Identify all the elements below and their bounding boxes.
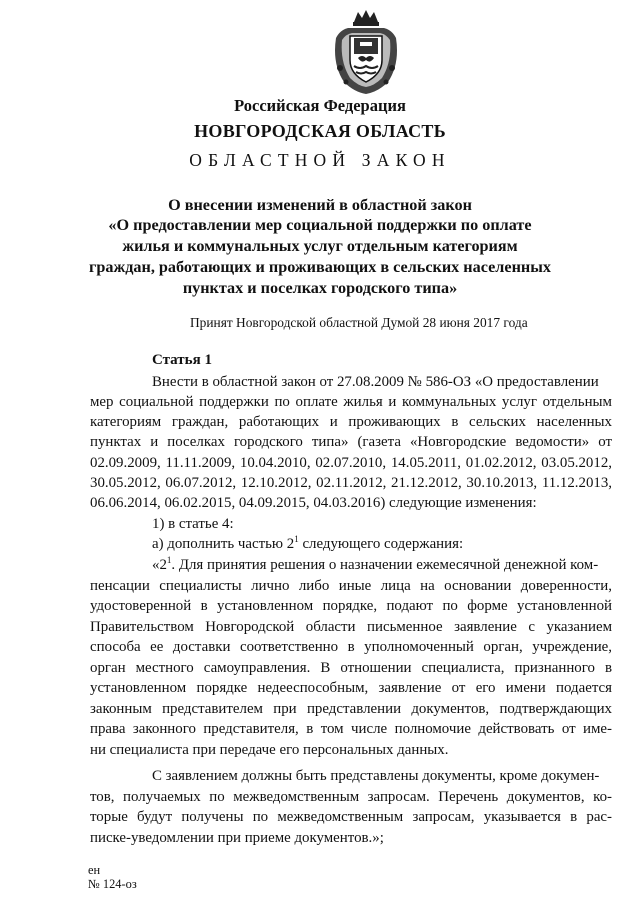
superscript: 1 xyxy=(294,534,299,545)
law-title-line: граждан, работающих и проживающих в сельских населенных xyxy=(89,258,551,276)
text-line: установленном порядке недееспособным, заявление от его имени подается xyxy=(90,680,612,696)
list-item: 1) в статье 4: xyxy=(152,516,234,532)
text-line: мер социальной поддержки по оплате жилья и коммунальных услуг отдельным xyxy=(90,394,612,410)
superscript: 1 xyxy=(166,555,172,566)
text-line: С заявлением должны быть представлены документы, кроме докумен- xyxy=(152,768,600,784)
law-title-line: пунктах и поселках городского типа» xyxy=(182,279,458,297)
coat-of-arms-emblem xyxy=(328,8,404,94)
text-line: способа ее доставки соответственно в уполномоченный орган, учреждение, xyxy=(90,639,612,655)
text-line: удостоверенной в установленном порядке, подают по форме установленной xyxy=(90,598,612,614)
list-item xyxy=(152,536,463,553)
text-line: права законного представителя, в том числе полномочие действовать от име- xyxy=(90,721,612,737)
law-title-line: «О предоставлении мер социальной поддержки по оплате xyxy=(108,216,532,234)
text-line: 02.09.2009, 11.11.2009, 10.04.2010, 02.07.2010, 14.05.2011, 01.02.2012, 03.05.2012, xyxy=(90,455,612,471)
text-line: Правительством Новгородской области письменное заявление с указанием xyxy=(90,619,612,635)
text-line: торые будут получены по межведомственным запросам, указывается в рас- xyxy=(90,809,612,825)
law-title-line: жилья и коммунальных услуг отдельным категориям xyxy=(122,237,518,255)
text-line: пенсации специалисты лично либо иные лица на основании доверенности, xyxy=(90,578,612,594)
quote-mark: «2 xyxy=(152,557,167,573)
region-name: НОВГОРОДСКАЯ ОБЛАСТЬ xyxy=(194,121,446,141)
quote-text: . Для принятия решения о назначении ежемесячной денежной ком- xyxy=(171,557,599,573)
quote-first-line xyxy=(152,557,598,574)
article-heading: Статья 1 xyxy=(152,352,212,368)
text-line: тов, получаемых по межведомственным запросам. Перечень документов, ко- xyxy=(90,789,612,805)
text-line: законным представителем при представлении документов, подтверждающих xyxy=(90,701,612,717)
adoption-note: Принят Новгородской областной Думой 28 июня 2017 года xyxy=(190,315,528,330)
text-line: орган местного самоуправления. В отношении специалиста, признанного в xyxy=(90,660,612,676)
text-line: 06.06.2014, 06.02.2015, 04.09.2015, 04.03.2016) следующие изменения: xyxy=(90,495,537,511)
federation-name: Российская Федерация xyxy=(234,96,406,115)
item-text: следующего содержания: xyxy=(298,536,464,552)
text-line: пунктах и поселках городского типа» (газета «Новгородские ведомости» от xyxy=(90,434,612,450)
footer-document-number: № 124-оз xyxy=(88,877,137,891)
item-text: а) дополнить частью 2 xyxy=(152,536,295,552)
text-line: категориям граждан, работающих и проживающих в сельских населенных xyxy=(90,414,612,430)
law-type: ОБЛАСТНОЙ ЗАКОН xyxy=(189,150,451,170)
footer-initials: ен xyxy=(88,863,101,877)
law-title-line: О внесении изменений в областной закон xyxy=(168,196,472,214)
text-line: Внести в областной закон от 27.08.2009 № 586-ОЗ «О предоставлении xyxy=(152,374,599,390)
text-line: ни специалиста при передаче его персональных данных. xyxy=(90,742,449,758)
text-line: писке-уведомлении при приеме документов.»; xyxy=(90,830,384,846)
text-line: 30.05.2012, 06.07.2012, 12.10.2012, 02.11.2012, 21.12.2012, 30.10.2013, 11.12.2013, xyxy=(90,475,612,491)
